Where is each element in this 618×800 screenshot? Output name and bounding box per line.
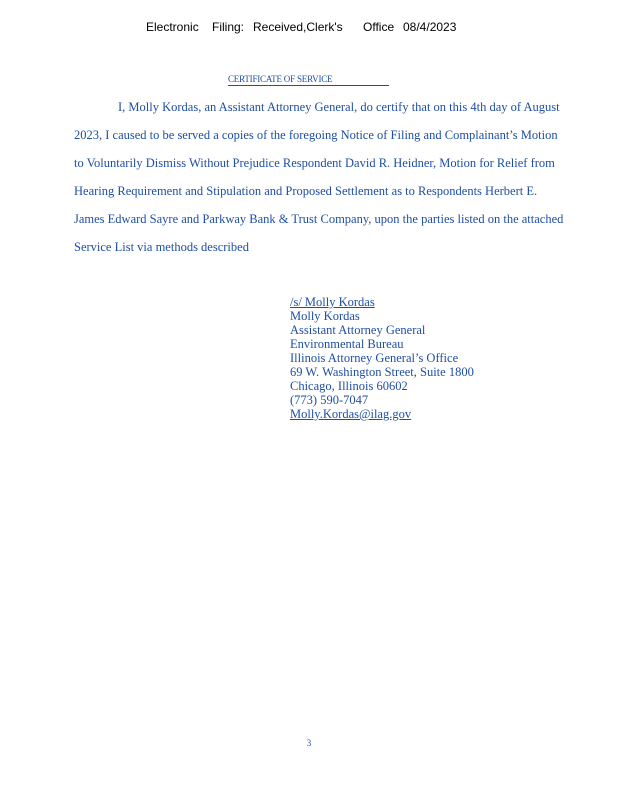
signer-bureau: Environmental Bureau (290, 337, 404, 351)
page-number: 3 (306, 738, 312, 748)
stamp-word-electronic: Electronic (146, 20, 199, 34)
stamp-word-filing: Filing: (212, 20, 245, 34)
electronic-signature: /s/ Molly Kordas (290, 295, 375, 309)
stamp-word-received-clerks: Received,Clerk's (253, 20, 343, 34)
signer-office: Illinois Attorney General’s Office (290, 351, 459, 365)
certificate-line: I, Molly Kordas, an Assistant Attorney General, do certify that on this 4th day of August (118, 100, 560, 114)
signer-email-link[interactable]: Molly.Kordas@ilag.gov (290, 407, 412, 421)
certificate-line: to Voluntarily Dismiss Without Prejudice Respondent David R. Heidner, Motion for Relief from (74, 156, 555, 170)
certificate-line: 2023, I caused to be served a copies of the foregoing Notice of Filing and Complainant’s Motion (74, 128, 558, 142)
signer-phone: (773) 590-7047 (290, 393, 369, 407)
signature-block (290, 295, 474, 421)
signer-street: 69 W. Washington Street, Suite 1800 (290, 365, 474, 379)
certificate-body (74, 96, 604, 264)
electronic-filing-stamp (146, 20, 456, 34)
signer-title: Assistant Attorney General (290, 323, 426, 337)
certificate-line: Hearing Requirement and Stipulation and Proposed Settlement as to Respondents Herbert E. (74, 184, 538, 198)
stamp-date: 08/4/2023 (403, 20, 457, 34)
signer-city: Chicago, Illinois 60602 (290, 379, 408, 393)
certificate-line: James Edward Sayre and Parkway Bank & Trust Company, upon the parties listed on the attached (74, 212, 564, 226)
certificate-title: CERTIFICATE OF SERVICE (228, 74, 389, 86)
stamp-word-office: Office (363, 20, 395, 34)
certificate-line: Service List via methods described (74, 240, 249, 254)
signer-name: Molly Kordas (290, 309, 360, 323)
